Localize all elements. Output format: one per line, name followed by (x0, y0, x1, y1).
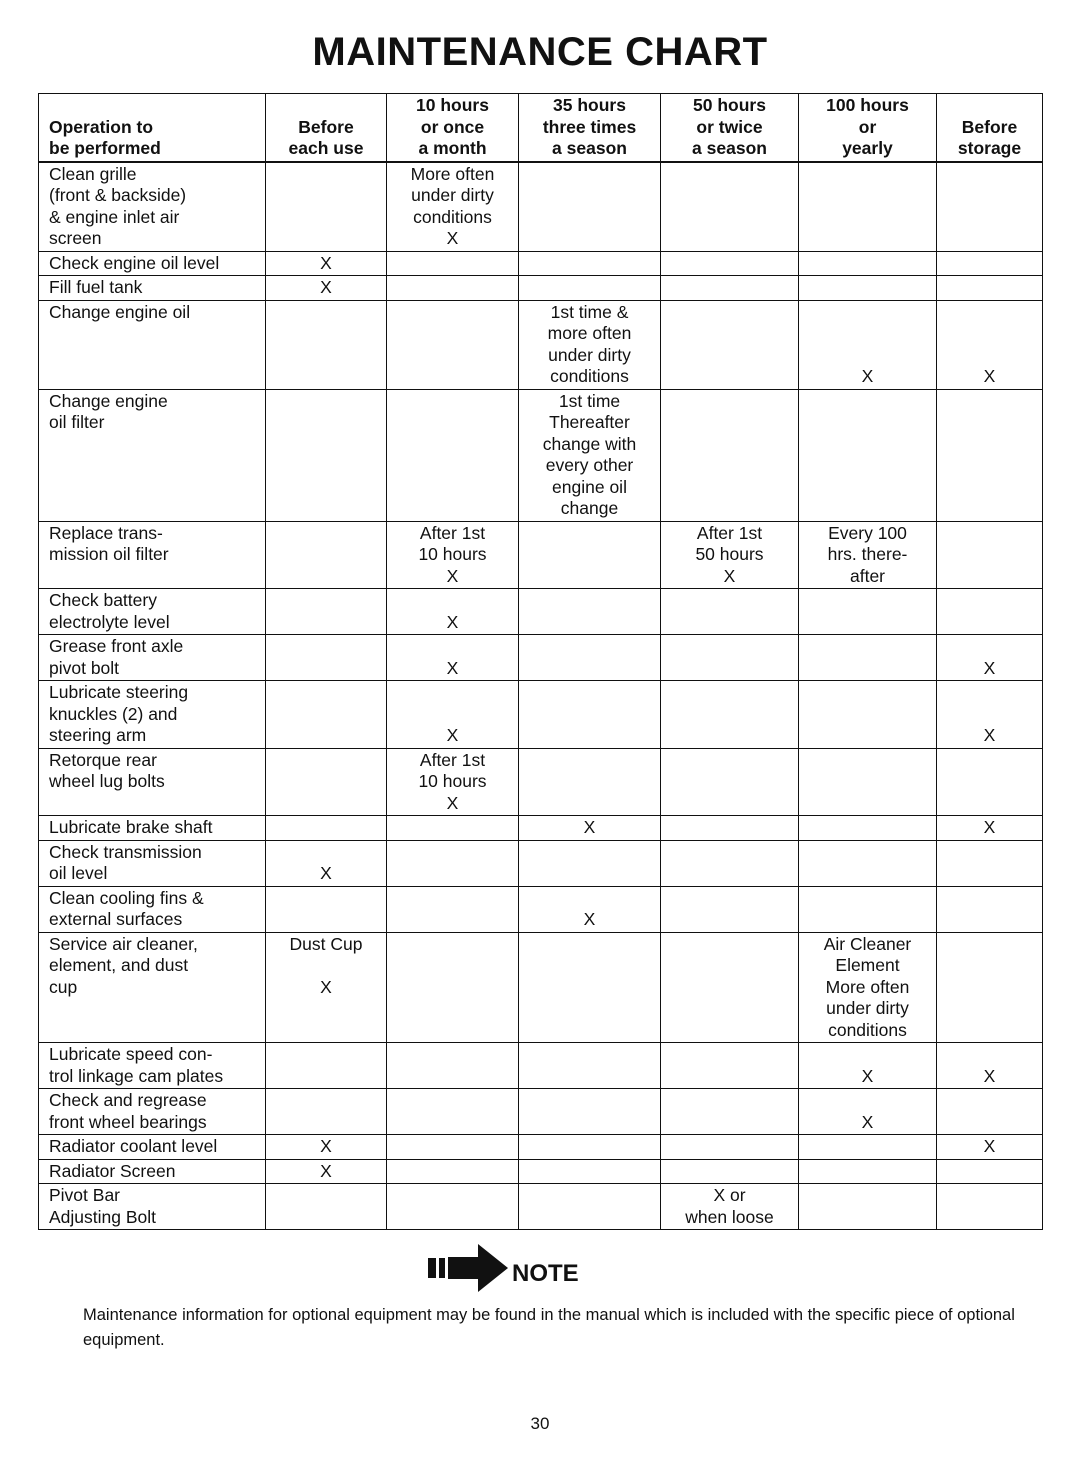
table-cell: X (387, 635, 519, 681)
table-cell (799, 1159, 937, 1184)
table-cell: X (266, 276, 387, 301)
table-cell (519, 162, 661, 252)
table-cell (387, 1089, 519, 1135)
page-title: MAINTENANCE CHART (312, 30, 768, 74)
table-cell (661, 1043, 799, 1089)
table-row (39, 251, 1043, 276)
table-cell (661, 816, 799, 841)
table-cell (519, 1043, 661, 1089)
table-cell (799, 251, 937, 276)
operation-cell: Lubricate brake shaft (39, 816, 266, 841)
table-cell: After 1st 50 hours X (661, 521, 799, 589)
arrow-right-icon (428, 1242, 510, 1294)
table-cell (519, 251, 661, 276)
table-cell (661, 932, 799, 1043)
table-cell (937, 389, 1043, 521)
table-cell (266, 1043, 387, 1089)
table-cell: More often under dirty conditions X (387, 162, 519, 252)
table-cell (799, 886, 937, 932)
table-row (39, 162, 1043, 252)
operation-cell: Check battery electrolyte level (39, 589, 266, 635)
table-row (39, 635, 1043, 681)
operation-cell: Clean cooling fins & external surfaces (39, 886, 266, 932)
table-cell (661, 886, 799, 932)
table-cell: X (799, 300, 937, 389)
table-cell (937, 1159, 1043, 1184)
maintenance-chart (38, 93, 1043, 1230)
table-cell: X (266, 1135, 387, 1160)
table-cell (387, 1159, 519, 1184)
table-row (39, 886, 1043, 932)
table-row (39, 1184, 1043, 1230)
table-cell (799, 681, 937, 749)
table-cell (387, 816, 519, 841)
table-cell (266, 1184, 387, 1230)
operation-cell: Grease front axle pivot bolt (39, 635, 266, 681)
table-cell (799, 635, 937, 681)
table-cell (266, 635, 387, 681)
table-cell (266, 816, 387, 841)
operation-cell: Check transmission oil level (39, 840, 266, 886)
table-cell: X (266, 251, 387, 276)
table-cell (266, 300, 387, 389)
table-cell: Dust Cup X (266, 932, 387, 1043)
table-row (39, 589, 1043, 635)
table-cell: After 1st 10 hours X (387, 521, 519, 589)
header-before-each-use: Before each use (266, 94, 387, 162)
table-cell (519, 681, 661, 749)
table-cell: X (937, 300, 1043, 389)
table-cell: X (519, 886, 661, 932)
table-cell (519, 635, 661, 681)
table-cell (937, 251, 1043, 276)
table-cell (661, 300, 799, 389)
header-operation: Operation to be performed (39, 94, 266, 162)
table-cell (519, 1089, 661, 1135)
table-cell (387, 389, 519, 521)
operation-cell: Retorque rear wheel lug bolts (39, 748, 266, 816)
header-row (39, 94, 1043, 162)
table-row (39, 389, 1043, 521)
operation-cell: Change engine oil (39, 300, 266, 389)
table-row (39, 748, 1043, 816)
table-cell (387, 300, 519, 389)
table-cell: X (387, 681, 519, 749)
table-cell (266, 589, 387, 635)
table-cell (266, 162, 387, 252)
table-row (39, 1043, 1043, 1089)
operation-cell: Clean grille (front & backside) & engine inlet air screen (39, 162, 266, 252)
table-row (39, 1159, 1043, 1184)
header-10-hours: 10 hours or once a month (387, 94, 519, 162)
table-cell (266, 748, 387, 816)
table-cell: X (937, 1043, 1043, 1089)
table-cell (937, 589, 1043, 635)
table-cell (799, 162, 937, 252)
table-cell: X (266, 840, 387, 886)
note-heading (428, 1242, 628, 1294)
table-cell (519, 1184, 661, 1230)
table-cell (799, 1135, 937, 1160)
operation-cell: Fill fuel tank (39, 276, 266, 301)
table-cell (387, 1043, 519, 1089)
table-cell (519, 1135, 661, 1160)
table-cell: X (519, 816, 661, 841)
table-cell (799, 816, 937, 841)
table-cell (937, 748, 1043, 816)
table-cell (661, 162, 799, 252)
table-cell (937, 840, 1043, 886)
operation-cell: Service air cleaner, element, and dust cup (39, 932, 266, 1043)
table-cell (519, 521, 661, 589)
table-cell (266, 886, 387, 932)
table-cell: X (937, 635, 1043, 681)
table-cell (661, 1135, 799, 1160)
table-cell: X (937, 816, 1043, 841)
table-cell (519, 276, 661, 301)
table-cell: X (387, 589, 519, 635)
operation-cell: Radiator coolant level (39, 1135, 266, 1160)
table-cell: 1st time & more often under dirty conditions (519, 300, 661, 389)
operation-cell: Change engine oil filter (39, 389, 266, 521)
table-cell (266, 389, 387, 521)
table-cell (266, 681, 387, 749)
table-row (39, 276, 1043, 301)
header-50-hours: 50 hours or twice a season (661, 94, 799, 162)
table-cell (661, 276, 799, 301)
table-cell (937, 162, 1043, 252)
table-cell (937, 521, 1043, 589)
table-cell (937, 932, 1043, 1043)
operation-cell: Check and regrease front wheel bearings (39, 1089, 266, 1135)
table-cell (519, 748, 661, 816)
table-cell (266, 521, 387, 589)
table-cell (519, 589, 661, 635)
table-row (39, 1089, 1043, 1135)
table-cell (661, 635, 799, 681)
table-cell (799, 276, 937, 301)
header-before-storage: Before storage (937, 94, 1043, 162)
table-row (39, 932, 1043, 1043)
header-35-hours: 35 hours three times a season (519, 94, 661, 162)
table-row (39, 816, 1043, 841)
header-100-hours: 100 hours or yearly (799, 94, 937, 162)
table-cell: After 1st 10 hours X (387, 748, 519, 816)
table-cell (661, 389, 799, 521)
operation-cell: Check engine oil level (39, 251, 266, 276)
table-cell (519, 932, 661, 1043)
table-cell (387, 886, 519, 932)
table-cell (937, 886, 1043, 932)
table-row (39, 1135, 1043, 1160)
table-cell (937, 1089, 1043, 1135)
table-cell: X (799, 1043, 937, 1089)
table-cell (661, 1089, 799, 1135)
table-cell (661, 748, 799, 816)
table-row (39, 840, 1043, 886)
table-cell: X (266, 1159, 387, 1184)
table-cell: X (937, 681, 1043, 749)
note-label: NOTE (512, 1260, 579, 1287)
table-cell: Every 100 hrs. there- after (799, 521, 937, 589)
table-row (39, 681, 1043, 749)
operation-cell: Replace trans- mission oil filter (39, 521, 266, 589)
table-cell (266, 1089, 387, 1135)
table-row (39, 521, 1043, 589)
table-cell (519, 1159, 661, 1184)
table-cell (799, 1184, 937, 1230)
operation-cell: Radiator Screen (39, 1159, 266, 1184)
table-cell (661, 681, 799, 749)
table-cell (661, 840, 799, 886)
table-cell (661, 1159, 799, 1184)
operation-cell: Pivot Bar Adjusting Bolt (39, 1184, 266, 1230)
note-text: Maintenance information for optional equipment may be found in the manual which is included with the specific piece of optional equipment. (83, 1306, 1015, 1349)
table-cell (387, 251, 519, 276)
table-row (39, 300, 1043, 389)
table-cell: X or when loose (661, 1184, 799, 1230)
operation-cell: Lubricate steering knuckles (2) and steering arm (39, 681, 266, 749)
table-cell (937, 1184, 1043, 1230)
table-cell (519, 840, 661, 886)
page-number: 30 (530, 1414, 550, 1433)
table-cell (799, 389, 937, 521)
table-cell (387, 276, 519, 301)
table-cell: Air Cleaner Element More often under dirty conditions (799, 932, 937, 1043)
table-cell (387, 1135, 519, 1160)
table-cell: X (937, 1135, 1043, 1160)
table-cell (799, 840, 937, 886)
operation-cell: Lubricate speed con- trol linkage cam plates (39, 1043, 266, 1089)
table-cell (661, 251, 799, 276)
table-cell (937, 276, 1043, 301)
table-cell (387, 1184, 519, 1230)
table-cell: X (799, 1089, 937, 1135)
table-cell: 1st time Thereafter change with every other engine oil change (519, 389, 661, 521)
table-cell (799, 748, 937, 816)
table-cell (799, 589, 937, 635)
table-cell (661, 589, 799, 635)
table-cell (387, 932, 519, 1043)
table-cell (387, 840, 519, 886)
